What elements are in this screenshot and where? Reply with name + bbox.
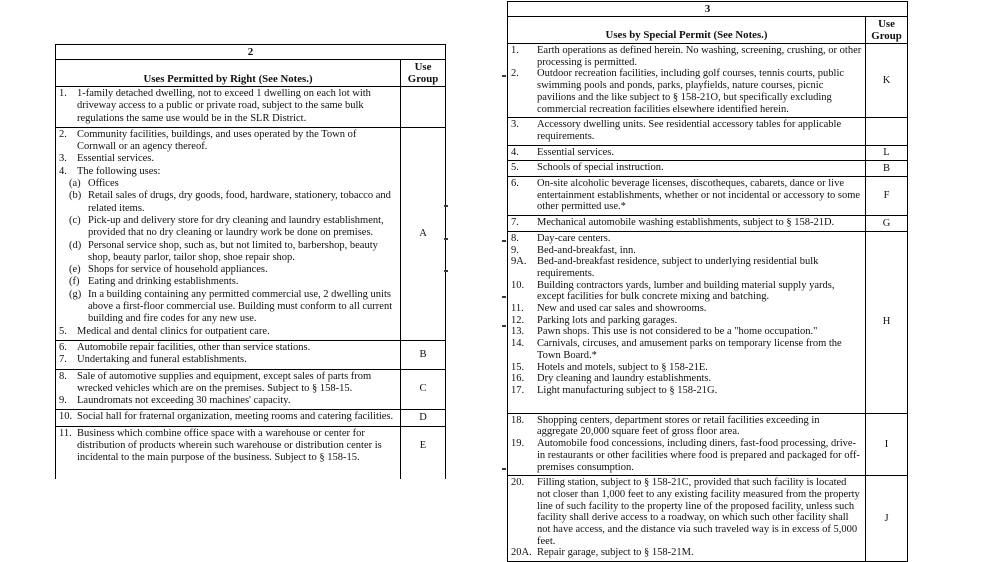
item-text: On-site alcoholic beverage licenses, discotheques, cabarets, dance or live entertainment establishments, whether or not incidental or accessory to some other permitted use.* [537, 178, 861, 213]
use-item [59, 166, 397, 178]
use-item [59, 342, 397, 354]
table-header-row [508, 17, 908, 44]
item-text: Bed-and-breakfast residence, subject to underlying residential bulk requirements. [537, 256, 819, 279]
use-item [511, 547, 862, 559]
item-text: Eating and drinking establishments. [88, 276, 239, 288]
use-block-row [56, 87, 446, 128]
item-number: (e) [69, 264, 81, 276]
item-number: 15. [511, 361, 525, 373]
use-item [69, 190, 397, 215]
use-block-row [508, 216, 908, 232]
item-text: Essential services. [537, 146, 614, 158]
item-number: 13. [511, 326, 525, 338]
item-text: Outdoor recreation facilities, including golf courses, tennis courts, public swimming pools and ponds, parks, playfields, nature courses, picnic pavilions and the like subject to § 158-21O, but specifically excluding commercial recreation facilities elsewhere identified herein. [537, 68, 845, 115]
item-text: Undertaking and funeral establishments. [77, 354, 247, 366]
uses-cell [508, 44, 866, 118]
uses-cell [56, 426, 401, 478]
use-item [59, 371, 397, 396]
use-item [511, 233, 862, 245]
item-number: 9. [511, 244, 519, 256]
item-number: 6. [59, 341, 67, 353]
item-text: Business which combine office space with a warehouse or center for distribution of products wherein such warehouse or distribution center is incidental to the main purpose of the business. Subject to § 158-15. [77, 427, 382, 464]
use-item [511, 338, 862, 361]
use-group-cell: L [866, 145, 908, 161]
use-group-cell [866, 118, 908, 145]
use-item [511, 280, 862, 303]
item-text: Offices [88, 178, 119, 190]
item-number: 5. [511, 162, 519, 174]
item-text: Filling station, subject to § 158-21C, provided that such facility is located not closer than 1,000 feet to any existing facility measured from the property line of such facility to the property line of the proposed facility, unless such facility shall derive access to a roadway, on which such other facility shall not have access, and the distance via such traveled way is in excess of 5,000 feet. [537, 477, 860, 547]
item-text: Carnivals, circuses, and amusement parks on temporary license from the Town Board.* [537, 338, 842, 361]
item-number: (c) [69, 214, 81, 226]
scan-artifact-tick [444, 270, 448, 272]
item-text: Essential services. [77, 153, 154, 165]
use-block-row [56, 340, 446, 369]
item-text: Pick-up and delivery store for dry cleaning and laundry establishment, provided that no dry cleaning or laundry work be done on premises. [88, 214, 384, 239]
item-text: Community facilities, buildings, and uses operated by the Town of Cornwall or an agency thereof. [77, 128, 357, 153]
table-number-row [56, 45, 446, 60]
sub-items [69, 178, 397, 326]
item-number: (b) [69, 190, 82, 202]
use-item [511, 68, 862, 115]
item-text: Light manufacturing subject to § 158-21G. [537, 384, 718, 396]
scan-artifact-tick [502, 296, 506, 298]
item-text: Bed-and-breakfast, inn. [537, 244, 636, 256]
use-block-row [508, 231, 908, 413]
table2-uses-header: Uses Permitted by Right (See Notes.) [56, 60, 401, 87]
item-number: 10. [59, 411, 73, 423]
uses-cell [508, 476, 866, 562]
item-text: Social hall for fraternal organization, meeting rooms and catering facilities. [77, 411, 394, 423]
use-block-row [508, 161, 908, 177]
item-text: Personal service shop, such as, but not limited to, barbershop, beauty shop, beauty parlor, tailor shop, shoe repair shop. [88, 239, 378, 263]
uses-cell [508, 145, 866, 161]
item-text: Shopping centers, department stores or retail facilities exceeding in aggregate 20,000 square feet of gross floor area. [537, 414, 820, 438]
uses-cell [508, 231, 866, 413]
use-item [511, 326, 862, 338]
use-item [69, 276, 397, 288]
use-item [69, 215, 397, 240]
item-text: Medical and dental clinics for outpatient care. [77, 325, 270, 337]
item-number: 16. [511, 373, 525, 385]
table3-uses-header: Uses by Special Permit (See Notes.) [508, 17, 866, 44]
uses-cell [508, 161, 866, 177]
item-number: 12. [511, 314, 525, 326]
item-text: 1-family detached dwelling, not to exceed 1 dwelling on each lot with driveway access to a public or private road, subject to the same bulk regulations the same use would be in the SLR District. [77, 88, 371, 124]
item-number: 2. [59, 128, 67, 140]
use-item [511, 385, 862, 397]
use-item [59, 88, 397, 125]
item-text: Dry cleaning and laundry establishments. [537, 373, 712, 385]
table3-number: 3 [508, 2, 908, 17]
item-number: 11. [59, 427, 72, 439]
item-text: Day-care centers. [537, 232, 611, 244]
uses-cell [508, 216, 866, 232]
use-item [69, 264, 397, 276]
use-item [511, 362, 862, 374]
item-text: Parking lots and parking garages. [537, 314, 678, 326]
item-number: 18. [511, 414, 525, 426]
use-block-row [508, 413, 908, 476]
scan-artifact-tick [502, 75, 506, 77]
item-number: 4. [59, 165, 67, 177]
use-block-row [508, 476, 908, 562]
use-item [511, 303, 862, 315]
table2-number: 2 [56, 45, 446, 60]
item-text: The following uses: [77, 165, 161, 177]
use-group-cell: B [866, 161, 908, 177]
item-number: 11. [511, 303, 524, 315]
item-number: 8. [511, 232, 519, 244]
use-item [511, 45, 862, 68]
item-text: In a building containing any permitted commercial use, 2 dwelling units above a first-floor commercial use. Building must conform to all current building and fire codes for any new use. [88, 288, 393, 325]
use-item [511, 373, 862, 385]
item-text: Retail sales of drugs, dry goods, food, hardware, stationery, tobacco and related items. [88, 190, 391, 214]
use-item [511, 315, 862, 327]
item-number: 14. [511, 338, 525, 350]
use-item [511, 415, 862, 438]
uses-cell [56, 340, 401, 369]
item-number: 19. [511, 438, 525, 450]
use-group-cell: D [401, 410, 446, 426]
use-item [59, 153, 397, 165]
item-number: 2. [511, 68, 519, 80]
uses-cell [56, 410, 401, 426]
use-item [511, 245, 862, 257]
use-group-cell: G [866, 216, 908, 232]
use-group-cell [401, 87, 446, 128]
use-block-row [56, 426, 446, 478]
item-number: 10. [511, 279, 525, 291]
item-text: Accessory dwelling units. See residential accessory tables for applicable requirements. [537, 119, 842, 142]
table2-use-group-header: Use Group [401, 60, 446, 87]
item-number: 6. [511, 178, 519, 190]
use-group-cell: I [866, 413, 908, 476]
table-header-row [56, 60, 446, 87]
use-block-row [56, 410, 446, 426]
uses-cell [56, 127, 401, 340]
use-item [69, 289, 397, 326]
item-text: Mechanical automobile washing establishments, subject to § 158-21D. [537, 217, 835, 229]
scan-artifact-tick [444, 205, 448, 207]
use-block-row [508, 177, 908, 216]
use-group-cell: J [866, 476, 908, 562]
item-text: Hotels and motels, subject to § 158-21E. [537, 361, 708, 373]
item-text: New and used car sales and showrooms. [537, 303, 707, 315]
scan-artifact-tick [502, 468, 506, 470]
item-text: Building contractors yards, lumber and building material supply yards, except facilities for bulk concrete mixing and batching. [537, 279, 835, 303]
use-item [59, 428, 397, 465]
uses-cell [508, 413, 866, 476]
use-item [69, 240, 397, 265]
uses-cell [56, 87, 401, 128]
use-item [59, 326, 397, 338]
use-group-cell: E [401, 426, 446, 478]
item-number: 17. [511, 384, 525, 396]
use-item [59, 395, 397, 407]
uses-cell [508, 118, 866, 145]
use-block-row [508, 118, 908, 145]
use-item [511, 147, 862, 159]
use-group-cell: H [866, 231, 908, 413]
use-item [511, 217, 862, 229]
item-text: Automobile food concessions, including diners, fast-food processing, drive-in restaurants or other facilities where food is prepared and packaged for off-premises consumption. [537, 438, 860, 473]
table-number-row [508, 2, 908, 17]
item-number: 9. [59, 395, 67, 407]
item-text: Laundromats not exceeding 30 machines' capacity. [77, 395, 291, 407]
item-number: 3. [59, 153, 67, 165]
use-block-row [56, 127, 446, 340]
scan-artifact-tick [444, 238, 448, 240]
item-number: 8. [59, 370, 67, 382]
use-block-row [508, 145, 908, 161]
item-number: (g) [69, 288, 82, 300]
use-item [511, 438, 862, 473]
scan-artifact-tick [502, 325, 506, 327]
item-number: 1. [511, 45, 519, 56]
item-number: 9A. [511, 256, 527, 268]
use-item [59, 129, 397, 154]
use-item [511, 162, 862, 174]
use-group-cell: K [866, 44, 908, 118]
use-group-cell: C [401, 369, 446, 410]
use-item [511, 178, 862, 213]
item-text: Shops for service of household appliances. [88, 264, 268, 276]
use-item [511, 256, 862, 279]
scan-artifact-tick [502, 240, 506, 242]
item-text: Automobile repair facilities, other than service stations. [77, 341, 311, 353]
item-number: 7. [59, 354, 67, 366]
uses-cell [56, 369, 401, 410]
item-text: Repair garage, subject to § 158-21M. [537, 547, 694, 559]
item-number: 1. [59, 88, 67, 99]
permitted-by-right-table [55, 44, 446, 479]
item-number: 20A. [511, 547, 532, 559]
item-number: (f) [69, 276, 80, 288]
item-text: Earth operations as defined herein. No washing, screening, crushing, or other processing is permitted. [537, 45, 862, 68]
use-group-cell: F [866, 177, 908, 216]
item-text: Pawn shops. This use is not considered to be a "home occupation." [537, 326, 818, 338]
use-item [69, 178, 397, 190]
special-permit-table [507, 1, 908, 562]
use-block-row [508, 44, 908, 118]
item-number: (a) [69, 178, 81, 190]
table3-use-group-header: Use Group [866, 17, 908, 44]
use-item [59, 411, 397, 423]
item-number: 3. [511, 119, 519, 131]
item-number: 5. [59, 325, 67, 337]
item-number: 20. [511, 477, 525, 489]
use-item [511, 119, 862, 142]
item-number: 4. [511, 146, 519, 158]
item-number: (d) [69, 239, 82, 251]
use-group-cell: A [401, 127, 446, 340]
uses-cell [508, 177, 866, 216]
item-number: 7. [511, 217, 519, 229]
item-text: Sale of automotive supplies and equipment, except sales of parts from wrecked vehicles which are on the premises. Subject to § 158-15. [77, 370, 372, 394]
use-group-cell: B [401, 340, 446, 369]
use-item [511, 477, 862, 547]
item-text: Schools of special instruction. [537, 162, 664, 174]
use-block-row [56, 369, 446, 410]
use-item [59, 354, 397, 366]
